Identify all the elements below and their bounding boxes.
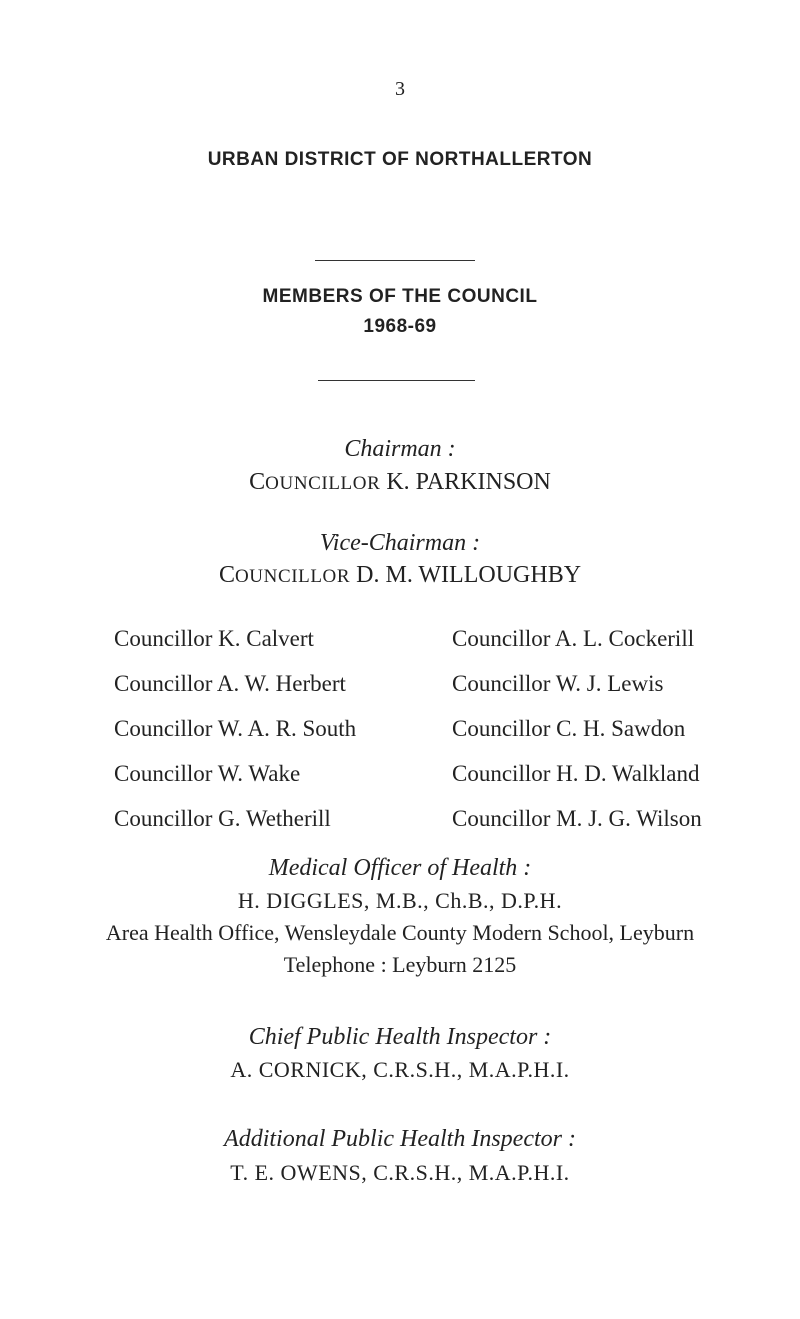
vice-chairman-label: Vice-Chairman : [319, 530, 481, 556]
councillor-left-3: Councillor W. A. R. South [114, 716, 357, 741]
medical-officer-label: Medical Officer of Health : [268, 855, 532, 881]
divider-bottom [318, 380, 475, 381]
chairman-title-initial: C [249, 469, 266, 495]
councillor-right-3: Councillor C. H. Sawdon [452, 716, 686, 741]
vice-chairman-name-line [0, 562, 800, 589]
chairman-title-rest: OUNCILLOR [265, 473, 381, 494]
members-title: MEMBERS OF THE COUNCIL [262, 286, 538, 307]
councillor-left-5: Councillor G. Wetherill [114, 806, 331, 831]
additional-inspector-label: Additional Public Health Inspector : [224, 1126, 576, 1152]
councillor-right-4: Councillor H. D. Walkland [452, 761, 700, 786]
councillor-right-2: Councillor W. J. Lewis [452, 671, 664, 696]
vice-chairman-name: D. M. WILLOUGHBY [356, 562, 582, 588]
vice-chairman-title-rest: OUNCILLOR [234, 566, 351, 587]
councillor-left-4: Councillor W. Wake [114, 761, 301, 786]
chairman-name: K. PARKINSON [386, 469, 551, 495]
medical-officer-telephone: Telephone : Leyburn 2125 [283, 952, 517, 977]
councillor-right-1: Councillor A. L. Cockerill [452, 626, 695, 651]
councillor-left-2: Councillor A. W. Herbert [114, 671, 346, 696]
medical-officer-address: Area Health Office, Wensleydale County Modern School, Leyburn [105, 920, 695, 945]
vice-chairman-title-initial: C [218, 562, 235, 588]
medical-officer-name: H. DIGGLES, M.B., Ch.B., D.P.H. [237, 888, 563, 913]
chairman-name-line [0, 469, 800, 496]
councillor-right-5: Councillor M. J. G. Wilson [452, 806, 702, 831]
additional-inspector-name: T. E. OWENS, C.R.S.H., M.A.P.H.I. [230, 1160, 570, 1185]
chief-inspector-name: A. CORNICK, C.R.S.H., M.A.P.H.I. [230, 1057, 570, 1082]
year-range: 1968-69 [363, 316, 437, 337]
chairman-label: Chairman : [344, 436, 456, 462]
councillor-left-1: Councillor K. Calvert [114, 626, 314, 651]
divider-top [315, 260, 475, 261]
chief-inspector-label: Chief Public Health Inspector : [248, 1024, 552, 1050]
page-number: 3 [395, 78, 405, 100]
district-title: URBAN DISTRICT OF NORTHALLERTON [207, 149, 593, 170]
